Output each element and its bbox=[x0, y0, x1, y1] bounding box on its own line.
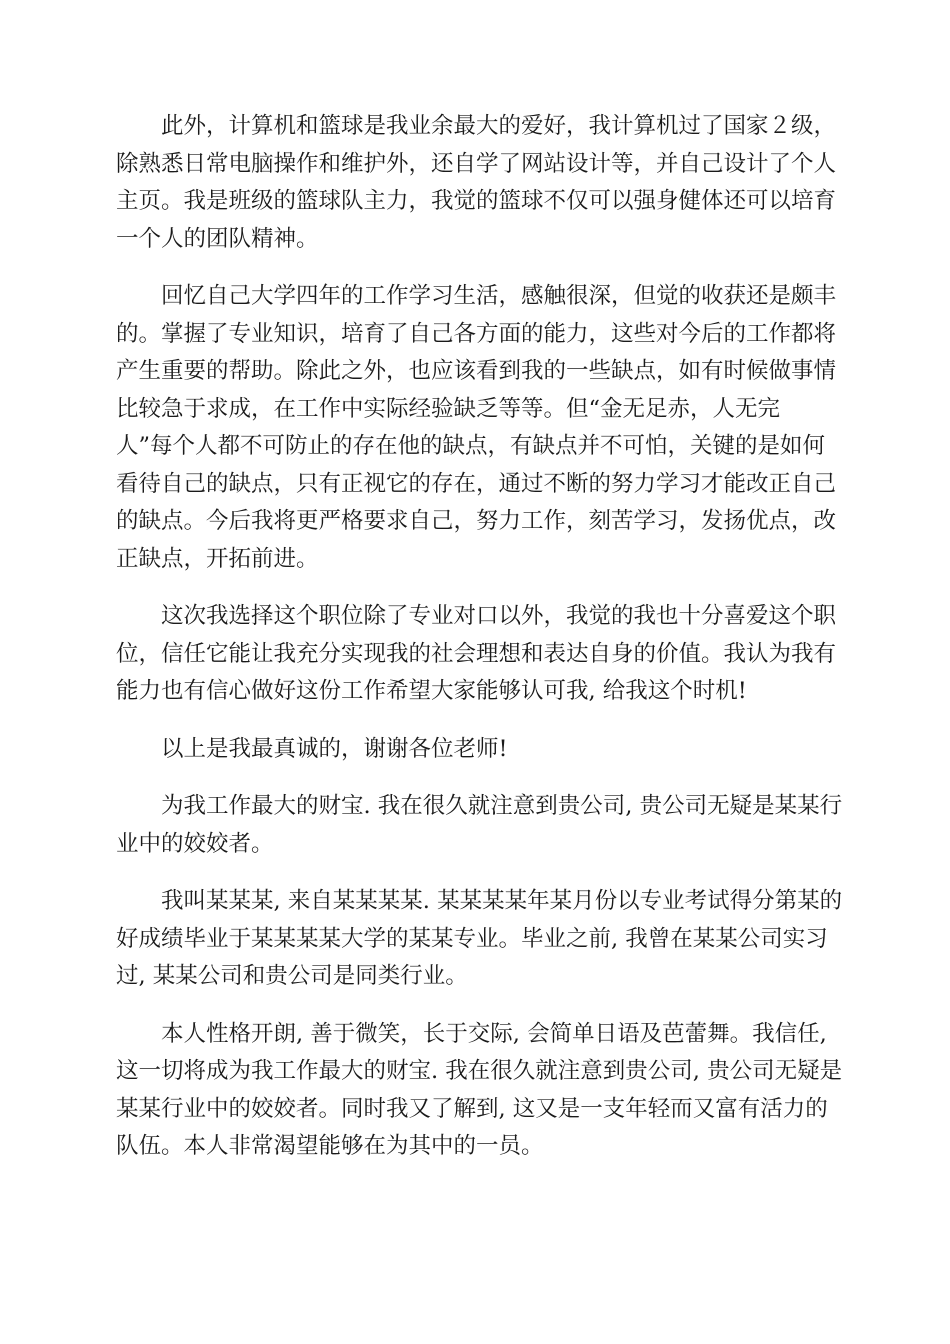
paragraph-line: 回忆自己大学四年的工作学习生活，感触很深，但觉的收获还是颇丰 bbox=[161, 283, 837, 309]
paragraph-line: 比较急于求成，在工作中实际经验缺乏等等。但“金无足赤，人无完 bbox=[116, 395, 781, 422]
paragraph-line: 的。掌握了专业知识，培育了自己各方面的能力，这些对今后的工作都将 bbox=[116, 320, 837, 347]
paragraph bbox=[116, 1016, 843, 1166]
paragraph-line: 人”每个人都不可防止的存在他的缺点，有缺点并不可怕，关键的是如何 bbox=[116, 433, 826, 459]
paragraph bbox=[116, 108, 836, 258]
paragraph-line: 本人性格开朗, 善于微笑，长于交际, 会简单日语及芭蕾舞。我信任, bbox=[161, 1020, 827, 1047]
paragraph-line: 的缺点。今后我将更严格要求自己，努力工作，刻苦学习，发扬优点，改 bbox=[116, 508, 837, 534]
paragraph-line: 除熟悉日常电脑操作和维护外，还自学了网站设计等，并自己设计了个人 bbox=[116, 150, 837, 177]
paragraph-line: 以上是我最真诚的，谢谢各位老师! bbox=[161, 735, 508, 762]
paragraph bbox=[116, 883, 843, 996]
paragraph-line: 正缺点，开拓前进。 bbox=[116, 545, 319, 572]
paragraph-line: 好成绩毕业于某某某某大学的某某专业。毕业之前, 我曾在某某公司实习 bbox=[116, 925, 828, 952]
paragraph-line: 某某行业中的姣姣者。同时我又了解到, 这又是一支年轻而又富有活力的 bbox=[116, 1095, 828, 1122]
paragraph-line: 这一切将成为我工作最大的财宝. 我在很久就注意到贵公司, 贵公司无疑是 bbox=[116, 1058, 843, 1084]
paragraph-line: 位，信任它能让我充分实现我的社会理想和表达自身的价值。我认为我有 bbox=[116, 640, 837, 667]
paragraph-line: 过, 某某公司和贵公司是同类行业。 bbox=[116, 963, 468, 989]
paragraph-line: 此外，计算机和篮球是我业余最大的爱好，我计算机过了国家２级， bbox=[161, 113, 837, 139]
paragraph-line: 这次我选择这个职位除了专业对口以外，我觉的我也十分喜爱这个职 bbox=[161, 603, 837, 629]
paragraph bbox=[116, 278, 836, 578]
paragraph-line: 看待自己的缺点，只有正视它的存在，通过不断的努力学习才能改正自己 bbox=[116, 470, 837, 497]
document-body bbox=[116, 108, 843, 1186]
paragraph-line: 我叫某某某, 来自某某某某. 某某某某年某月份以专业考试得分第某的 bbox=[161, 888, 843, 914]
paragraph-line: 一个人的团队精神。 bbox=[116, 225, 319, 252]
paragraph-line: 主页。我是班级的篮球队主力，我觉的篮球不仅可以强身健体还可以培育 bbox=[116, 188, 837, 214]
paragraph bbox=[116, 598, 836, 711]
paragraph-line: 业中的姣姣者。 bbox=[116, 830, 274, 857]
paragraph-line: 能力也有信心做好这份工作希望大家能够认可我, 给我这个时机! bbox=[116, 678, 747, 704]
paragraph-line: 产生重要的帮助。除此之外，也应该看到我的一些缺点，如有时候做事情 bbox=[116, 358, 837, 384]
paragraph-line: 队伍。本人非常渴望能够在为其中的一员。 bbox=[116, 1133, 544, 1159]
paragraph bbox=[116, 731, 836, 769]
paragraph-line: 为我工作最大的财宝. 我在很久就注意到贵公司, 贵公司无疑是某某行 bbox=[161, 793, 843, 819]
paragraph bbox=[116, 788, 843, 863]
